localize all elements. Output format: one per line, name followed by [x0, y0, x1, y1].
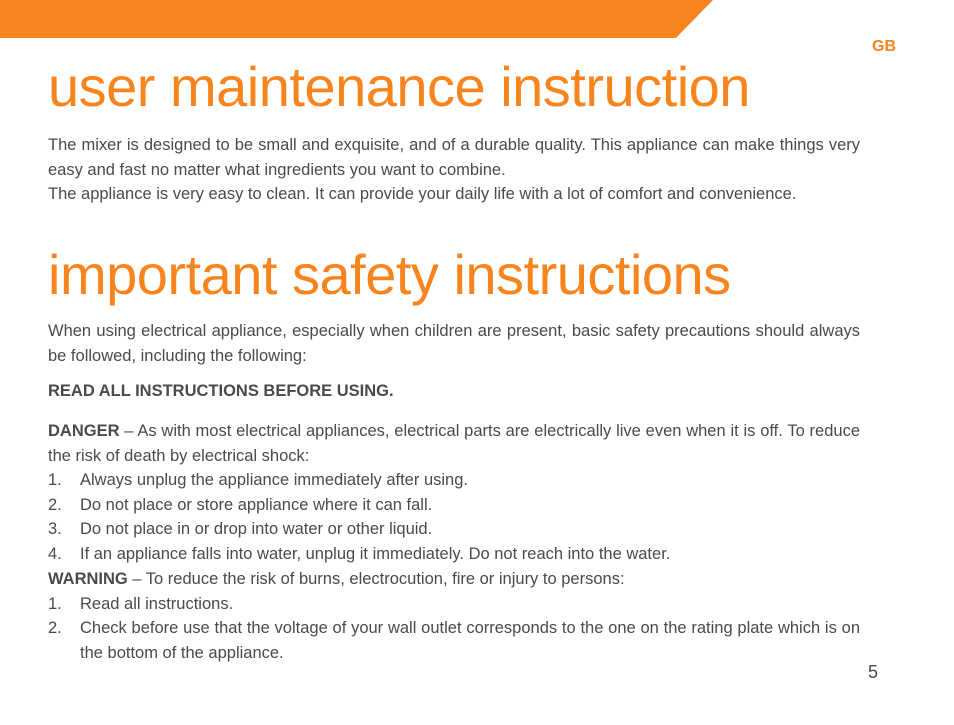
danger-block: [48, 419, 860, 566]
list-number: 4.: [48, 544, 62, 563]
list-item: [48, 468, 860, 493]
list-text: Check before use that the voltage of your wall outlet corresponds to the one on the rating plate which is on the bottom of the appliance.: [80, 619, 860, 662]
list-text: If an appliance falls into water, unplug it immediately. Do not reach into the water.: [80, 544, 671, 563]
danger-list: [48, 468, 860, 566]
list-number: 3.: [48, 520, 62, 538]
danger-text: – As with most electrical appliances, electrical parts are electrically live even when it is off. To reduce the risk of death by electrical shock:: [48, 422, 860, 465]
list-item: [48, 517, 860, 542]
list-number: 2.: [48, 619, 62, 637]
safety-intro: [48, 319, 860, 368]
page-number: 5: [868, 662, 879, 682]
warning-paragraph: [48, 567, 860, 592]
warning-block: [48, 567, 860, 665]
list-number: 1.: [48, 471, 62, 489]
list-item: [48, 493, 860, 518]
list-item: [48, 542, 860, 567]
danger-label: DANGER: [48, 422, 120, 440]
header-accent-bar: [0, 0, 713, 38]
list-item: [48, 592, 860, 617]
list-item: [48, 616, 860, 665]
list-text: Always unplug the appliance immediately after using.: [80, 471, 468, 489]
warning-list: [48, 592, 860, 666]
list-text: Read all instructions.: [80, 594, 234, 613]
language-code: GB: [872, 38, 896, 55]
list-number: 1.: [48, 594, 62, 613]
read-all-notice: READ ALL INSTRUCTIONS BEFORE USING.: [48, 382, 394, 400]
section-title-safety: important safety instructions: [48, 243, 731, 306]
maintenance-paragraph: The appliance is very easy to clean. It can provide your daily life with a lot of comfort and convenience.: [48, 185, 797, 203]
safety-intro-paragraph: When using electrical appliance, especially when children are present, basic safety precautions should always be followed, including the following:: [48, 322, 860, 365]
list-text: Do not place in or drop into water or other liquid.: [80, 520, 433, 538]
section-title-maintenance: user maintenance instruction: [48, 55, 750, 118]
warning-text: – To reduce the risk of burns, electrocution, fire or injury to persons:: [127, 570, 625, 588]
maintenance-body: [48, 133, 860, 207]
list-text: Do not place or store appliance where it can fall.: [80, 495, 433, 514]
danger-paragraph: [48, 419, 860, 468]
maintenance-paragraph: The mixer is designed to be small and exquisite, and of a durable quality. This appliance can make things very easy and fast no matter what ingredients you want to combine.: [48, 136, 860, 179]
warning-label: WARNING: [48, 570, 128, 588]
list-number: 2.: [48, 495, 62, 514]
